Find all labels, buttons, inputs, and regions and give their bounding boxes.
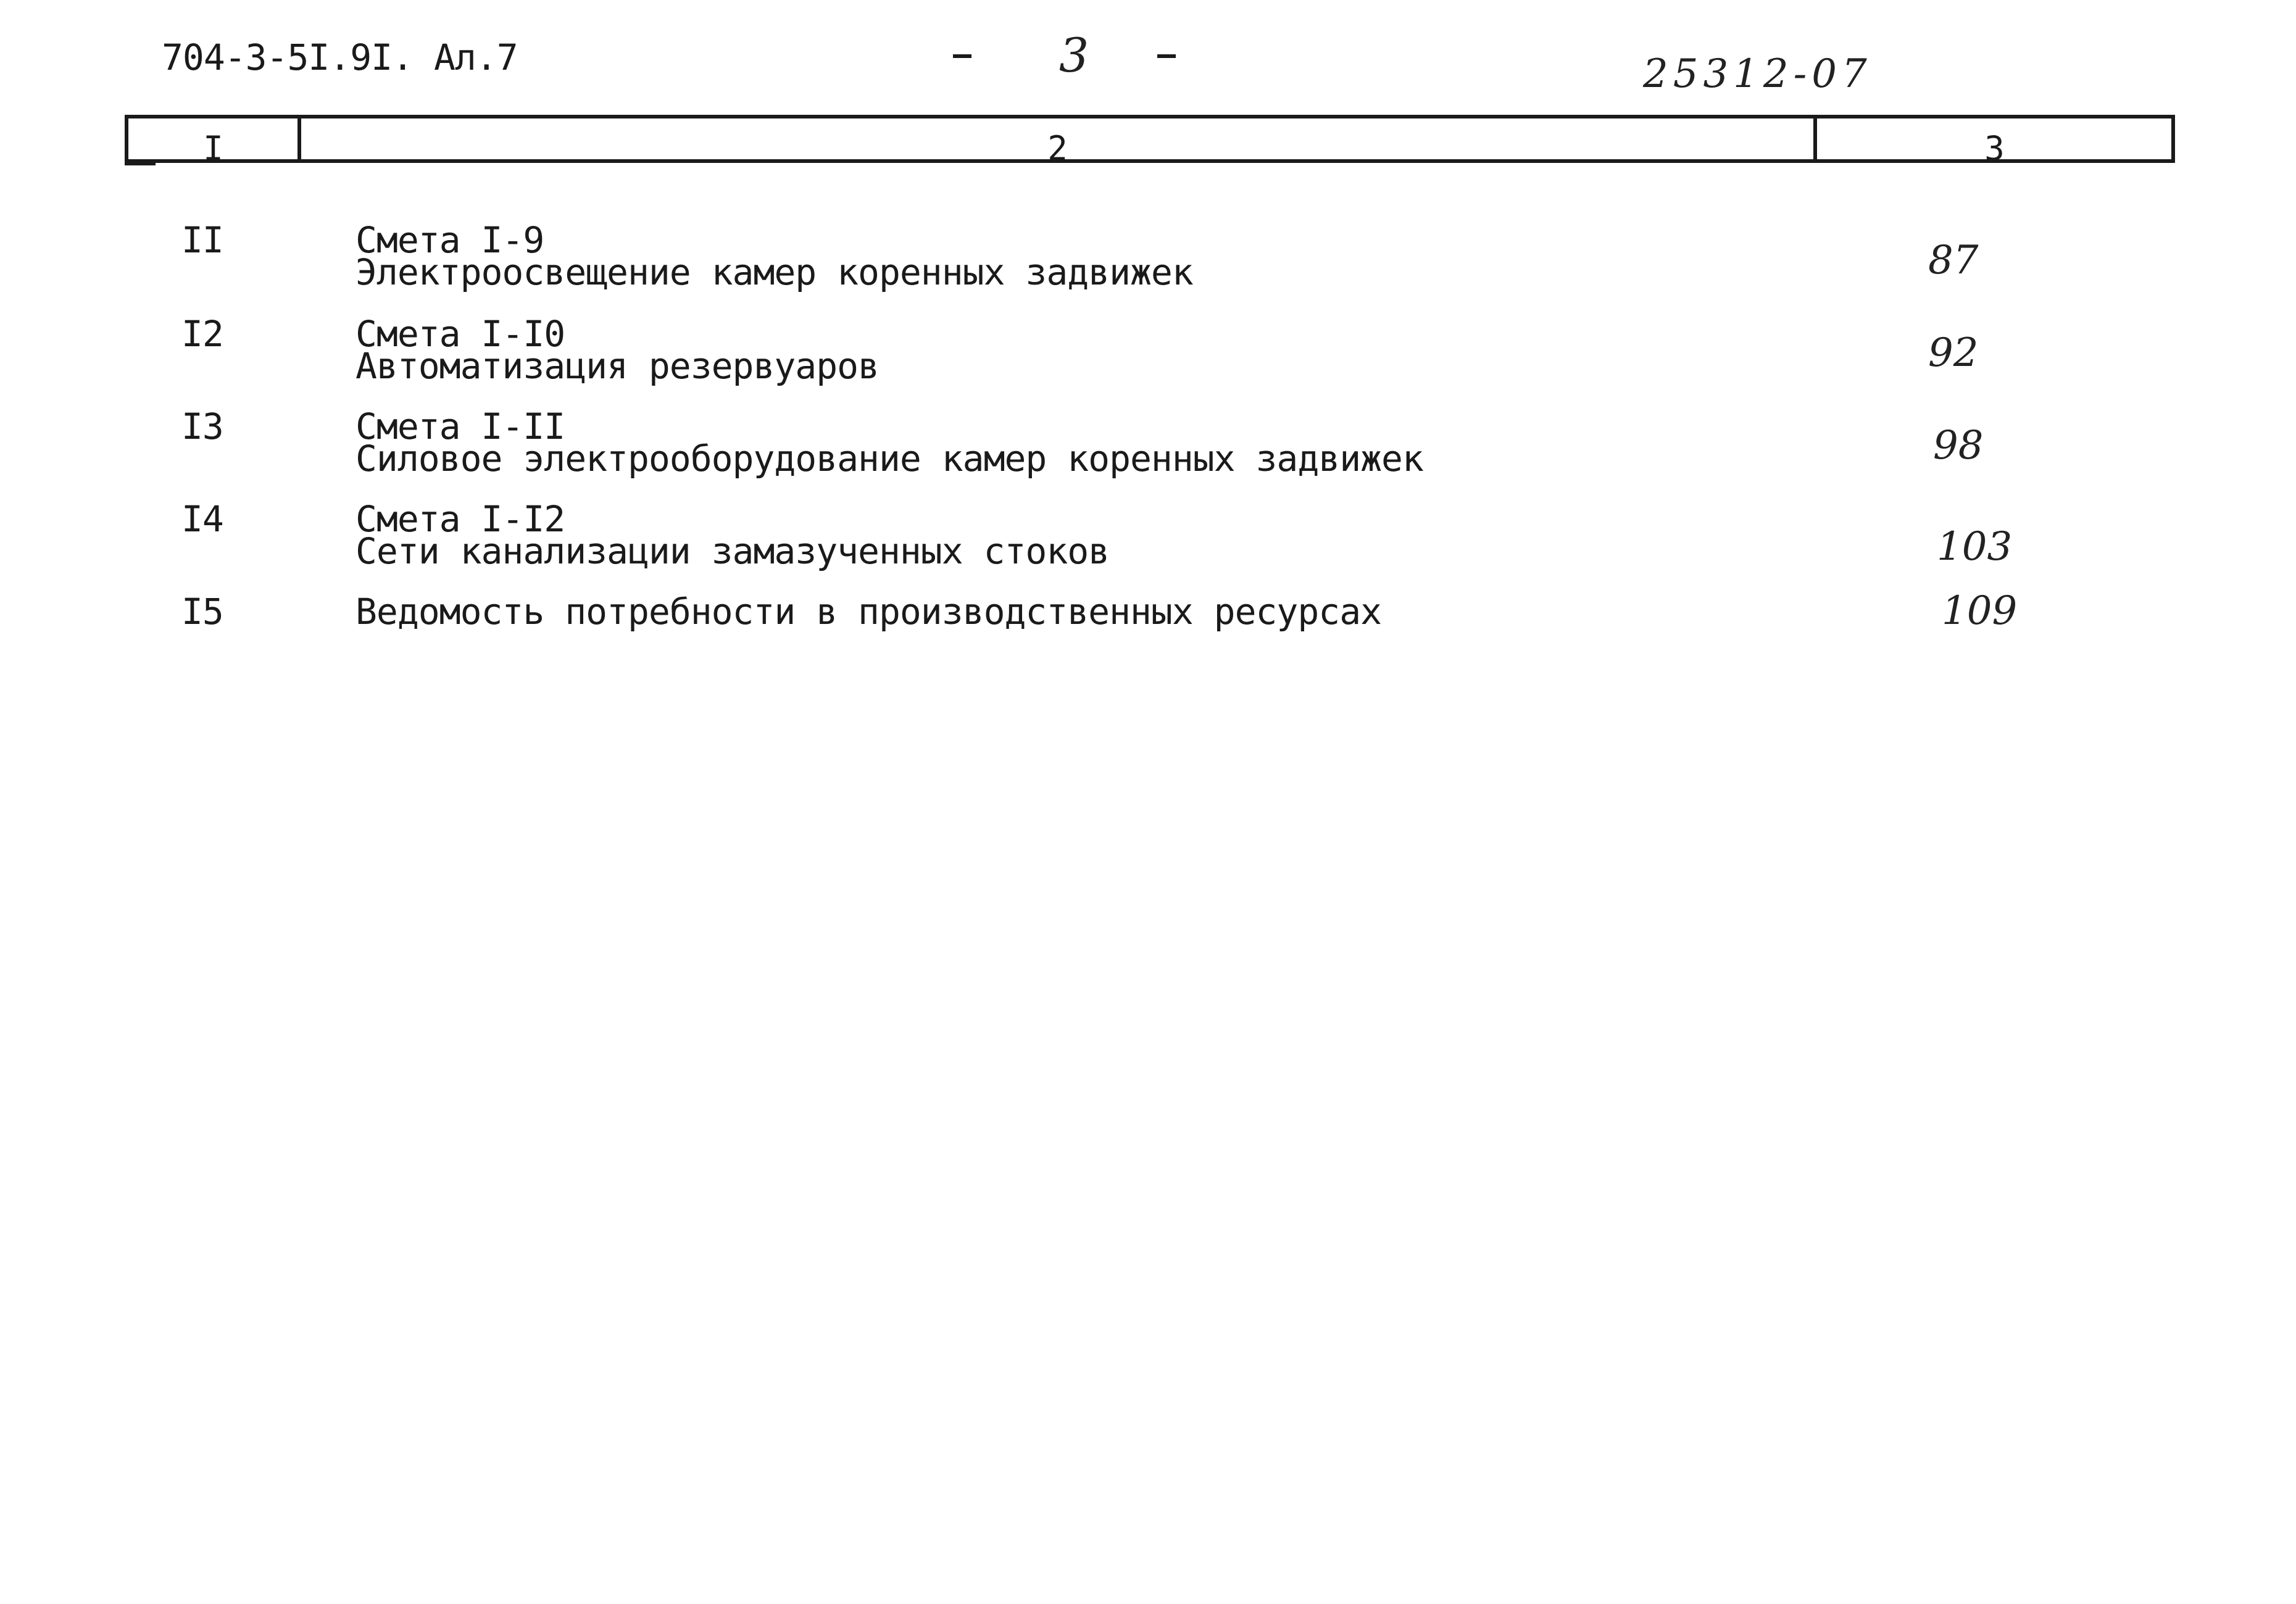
row-index: I3 <box>181 405 223 447</box>
row-page-number: 98 <box>1933 423 1984 468</box>
column-header-index: I <box>203 129 223 168</box>
row-title: Смета I-I0 <box>356 313 565 355</box>
row-title: Ведомость потребности в производственных ресурсах <box>356 591 1382 633</box>
row-subtitle: Автоматизация резервуаров <box>356 345 879 387</box>
document-code: 704-3-5I.9I. Ал.7 <box>162 36 518 78</box>
row-subtitle: Силовое электрооборудование камер коренных задвижек <box>356 438 1423 480</box>
archive-number: 25312-07 <box>1643 51 1872 97</box>
row-page-number: 87 <box>1928 238 1979 283</box>
page-number: 3 <box>1059 28 1089 83</box>
row-page-number: 109 <box>1942 588 2018 634</box>
page-number-dash-right <box>1157 54 1176 58</box>
row-title: Смета I-I2 <box>356 498 565 540</box>
row-title: Смета I-9 <box>356 219 544 261</box>
table-header-row <box>125 115 2175 168</box>
row-page-number: 103 <box>1937 524 2013 570</box>
column-header-title: 2 <box>1047 129 1067 168</box>
row-subtitle: Сети канализации замазученных стоков <box>356 530 1110 572</box>
row-index: I5 <box>181 591 223 633</box>
row-title: Смета I-II <box>356 405 565 447</box>
column-header-page: 3 <box>1984 129 2004 168</box>
row-index: II <box>181 219 223 261</box>
row-index: I2 <box>181 313 223 355</box>
header-underline-tail <box>125 162 156 165</box>
page-number-block <box>950 28 1185 83</box>
row-subtitle: Электроосвещение камер коренных задвижек <box>356 251 1193 293</box>
row-index: I4 <box>181 498 223 540</box>
page-number-dash-left <box>953 54 971 58</box>
row-page-number: 92 <box>1928 330 1979 376</box>
